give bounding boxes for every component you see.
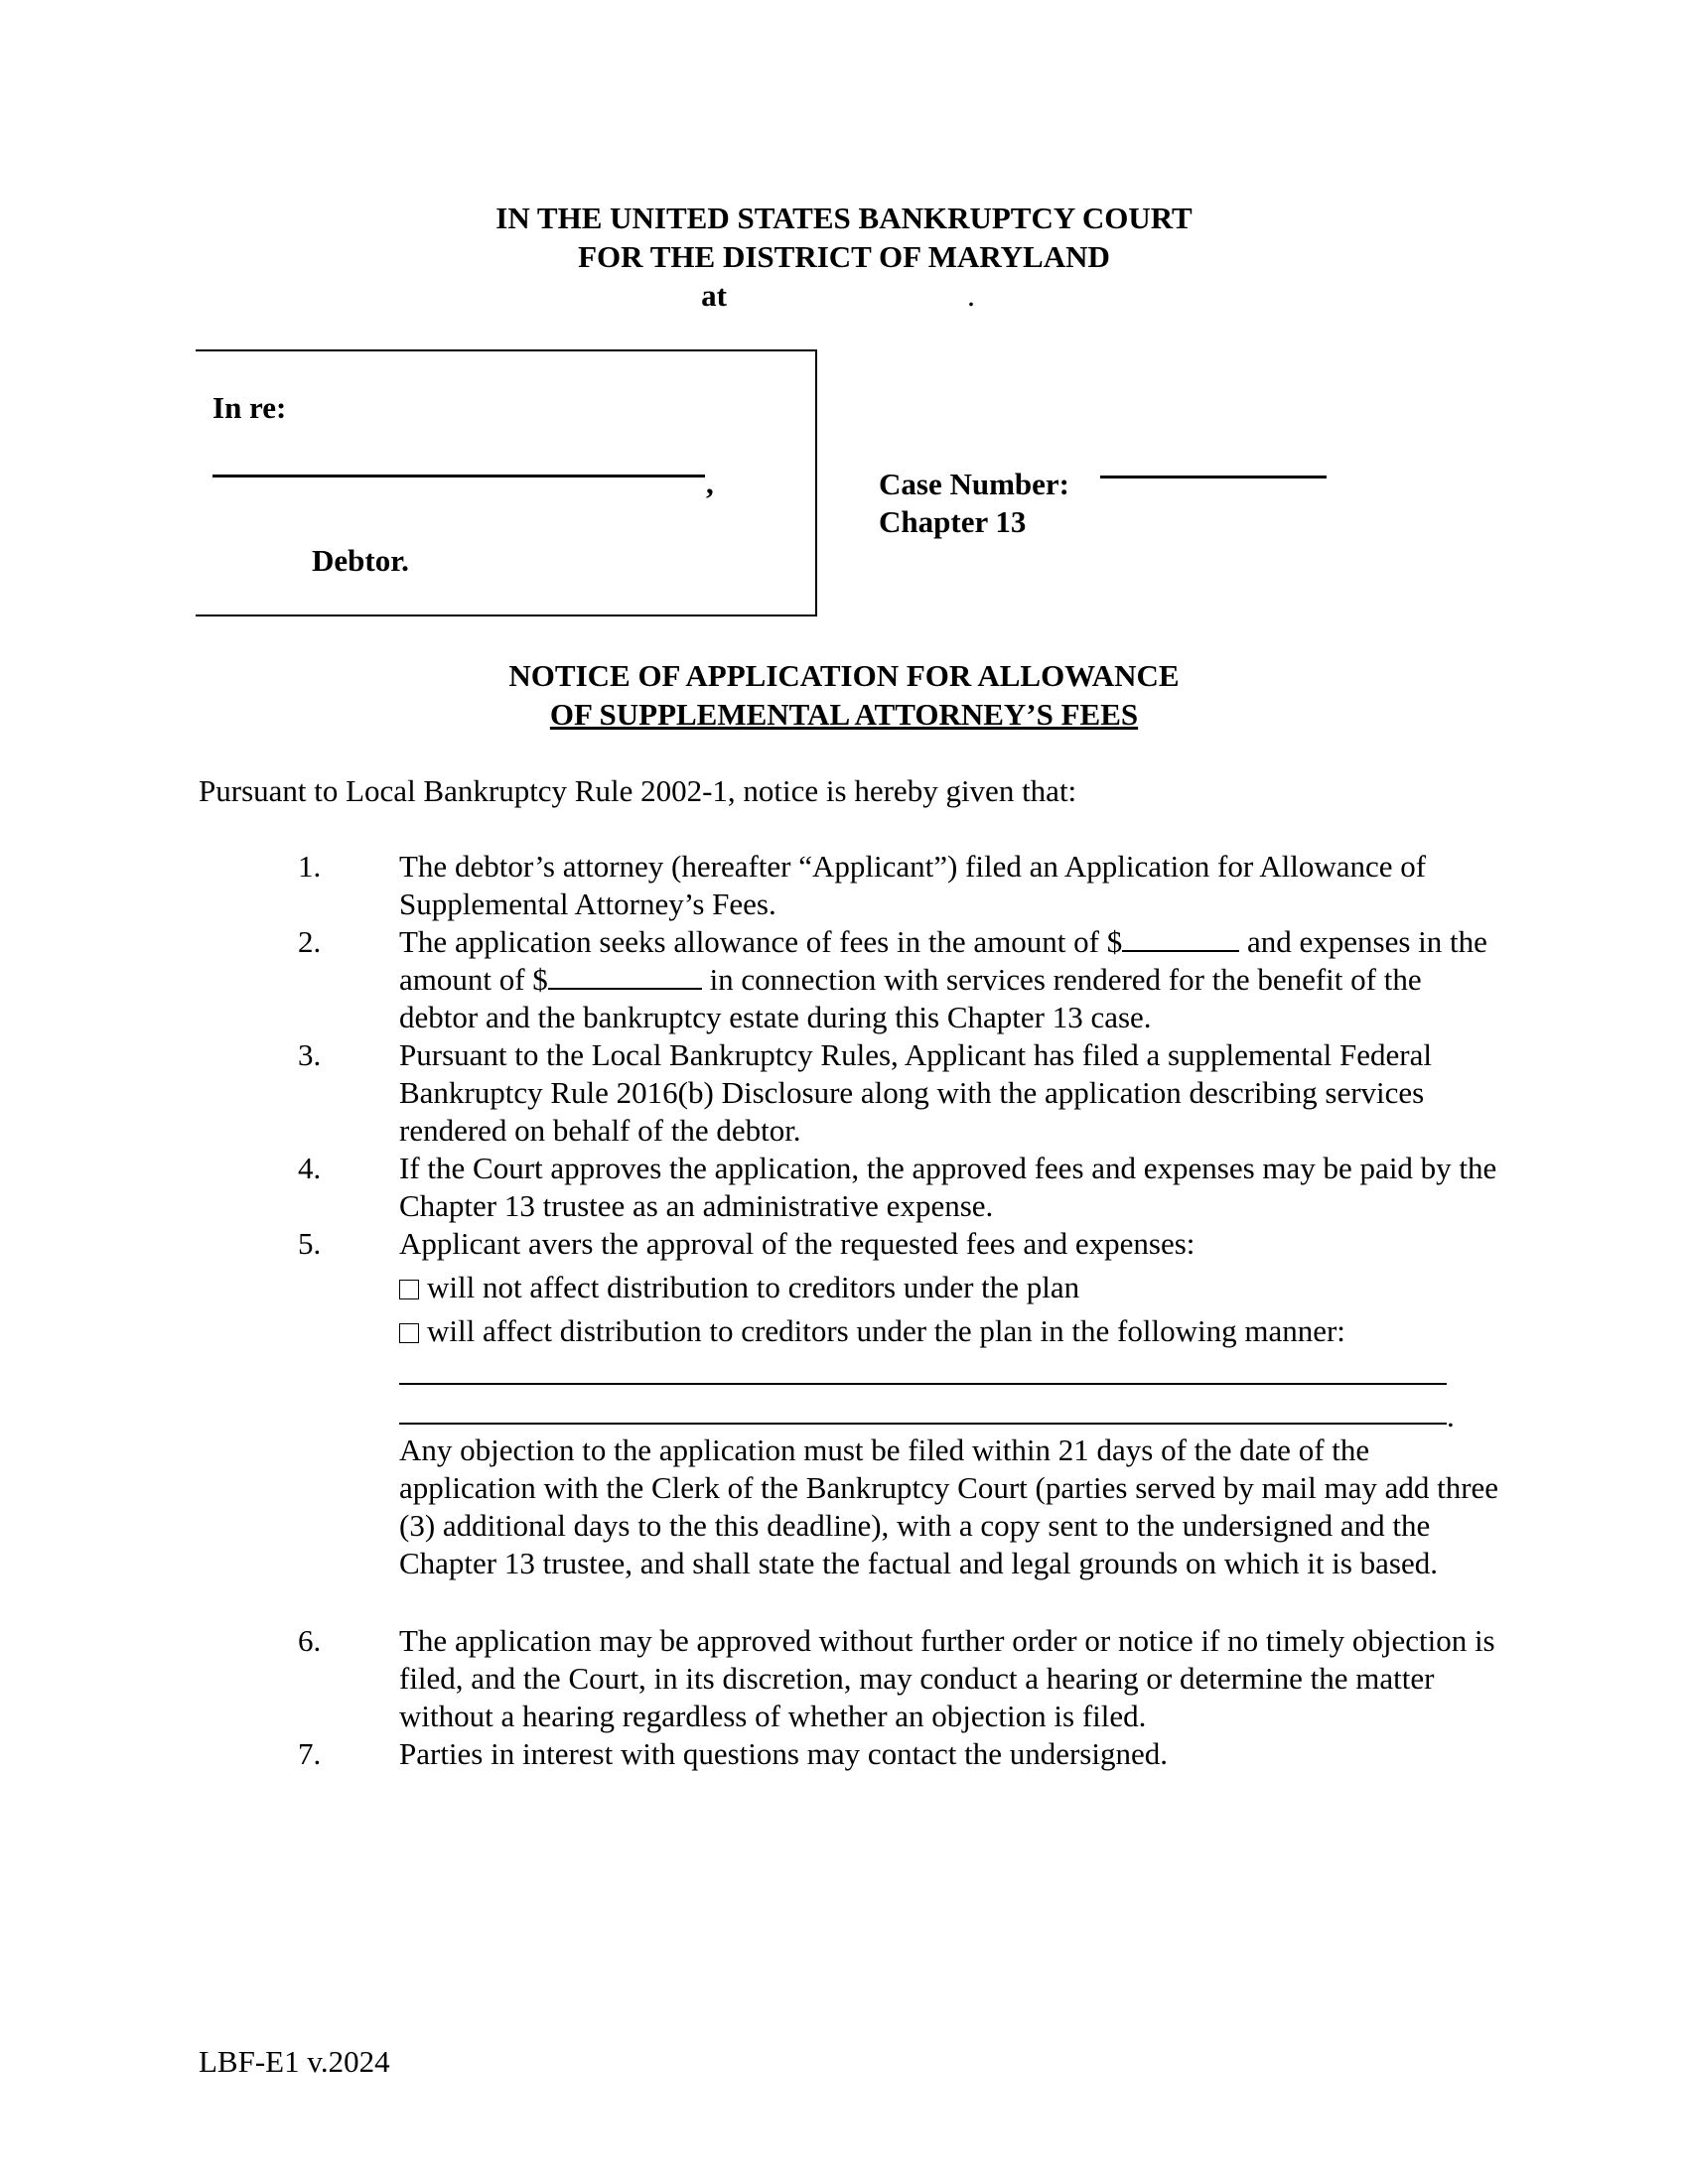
affect-checkbox[interactable]: [399, 1323, 419, 1343]
item-text-3: Pursuant to the Local Bankruptcy Rules, Applicant has filed a supplemental Federal Bankruptcy Rule 2016(b) Disclosure along with the application describing services rendered on behalf of the debtor.: [399, 1037, 1432, 1148]
option-affect-label: will affect distribution to creditors under the plan in the following manner:: [427, 1313, 1345, 1348]
debtor-comma: ,: [706, 466, 714, 500]
court-location-end: .: [967, 278, 975, 313]
option-affect: [399, 1312, 1345, 1350]
option-not-affect: [399, 1269, 1079, 1306]
item-text-2-part-a: The application seeks allowance of fees in the amount of $: [399, 924, 1123, 959]
item-number-3: 3.: [298, 1037, 322, 1072]
notice-title-line-2-text: OF SUPPLEMENTAL ATTORNEY’S FEES: [549, 697, 1139, 732]
case-number-field[interactable]: [1100, 476, 1327, 478]
manner-line-end: .: [1447, 1399, 1455, 1433]
case-number-label: Case Number:: [879, 467, 1069, 501]
item-number-7: 7.: [298, 1736, 322, 1771]
notice-title: [0, 656, 1688, 734]
item-number-5: 5.: [298, 1226, 322, 1261]
form-footer-id: LBF-E1 v.2024: [199, 2044, 390, 2079]
item-text-4: If the Court approves the application, the approved fees and expenses may be paid by the Chapter 13 trustee as an administrative expense.: [399, 1151, 1497, 1223]
manner-line-2-field[interactable]: [399, 1423, 1447, 1425]
intro-paragraph: Pursuant to Local Bankruptcy Rule 2002-1, notice is hereby given that:: [199, 773, 1077, 808]
court-name-line-2: FOR THE DISTRICT OF MARYLAND: [578, 239, 1110, 274]
item-text-2-part-c: in connection with services rendered for the benefit of the debtor and the bankruptcy estate during this Chapter 13 case.: [399, 962, 1422, 1034]
fees-amount-field[interactable]: [1122, 924, 1239, 952]
not-affect-checkbox[interactable]: [399, 1280, 419, 1299]
item-text-5: Applicant avers the approval of the requested fees and expenses:: [399, 1226, 1196, 1261]
item-text-6: The application may be approved without further order or notice if no timely objection is filed, and the Court, in its discretion, may conduct a hearing or determine the matter without a hearing regardless of whether an objection is filed.: [399, 1623, 1495, 1733]
expenses-amount-field[interactable]: [548, 962, 702, 990]
item-text-2-part-b: and expenses in the amount of $: [399, 924, 1487, 997]
manner-line-1-field[interactable]: [399, 1383, 1447, 1385]
item-number-1: 1.: [298, 849, 322, 884]
option-not-affect-label: will not affect distribution to creditors under the plan: [427, 1270, 1080, 1304]
item-text-1: The debtor’s attorney (hereafter “Applicant”) filed an Application for Allowance of Supplemental Attorney’s Fees.: [399, 849, 1427, 921]
court-location-label: at: [701, 278, 727, 313]
chapter-label: Chapter 13: [879, 504, 1027, 539]
item-number-2: 2.: [298, 924, 322, 959]
debtor-label: Debtor.: [312, 543, 409, 578]
item-number-4: 4.: [298, 1151, 322, 1185]
notice-title-line-1: NOTICE OF APPLICATION FOR ALLOWANCE: [508, 658, 1180, 693]
case-caption-box: [196, 349, 817, 616]
court-header: [0, 199, 1688, 315]
court-location-blank[interactable]: [727, 276, 975, 315]
item-number-6: 6.: [298, 1623, 322, 1658]
debtor-name-field[interactable]: [212, 475, 705, 478]
notice-title-line-2: [0, 695, 1688, 734]
objection-paragraph: Any objection to the application must be filed within 21 days of the date of the application with the Clerk of the Bankruptcy Court (parties served by mail may add three (3) additional days to the this deadline), with a copy sent to the undersigned and the Chapter 13 trustee, and shall state the factual and legal grounds on which it is based.: [399, 1433, 1499, 1580]
in-re-label: In re:: [212, 390, 287, 425]
item-text-7: Parties in interest with questions may contact the undersigned.: [399, 1736, 1168, 1771]
court-location: [0, 276, 1682, 315]
court-name-line-1: IN THE UNITED STATES BANKRUPTCY COURT: [495, 201, 1193, 235]
item-text-2: [399, 923, 1501, 1036]
